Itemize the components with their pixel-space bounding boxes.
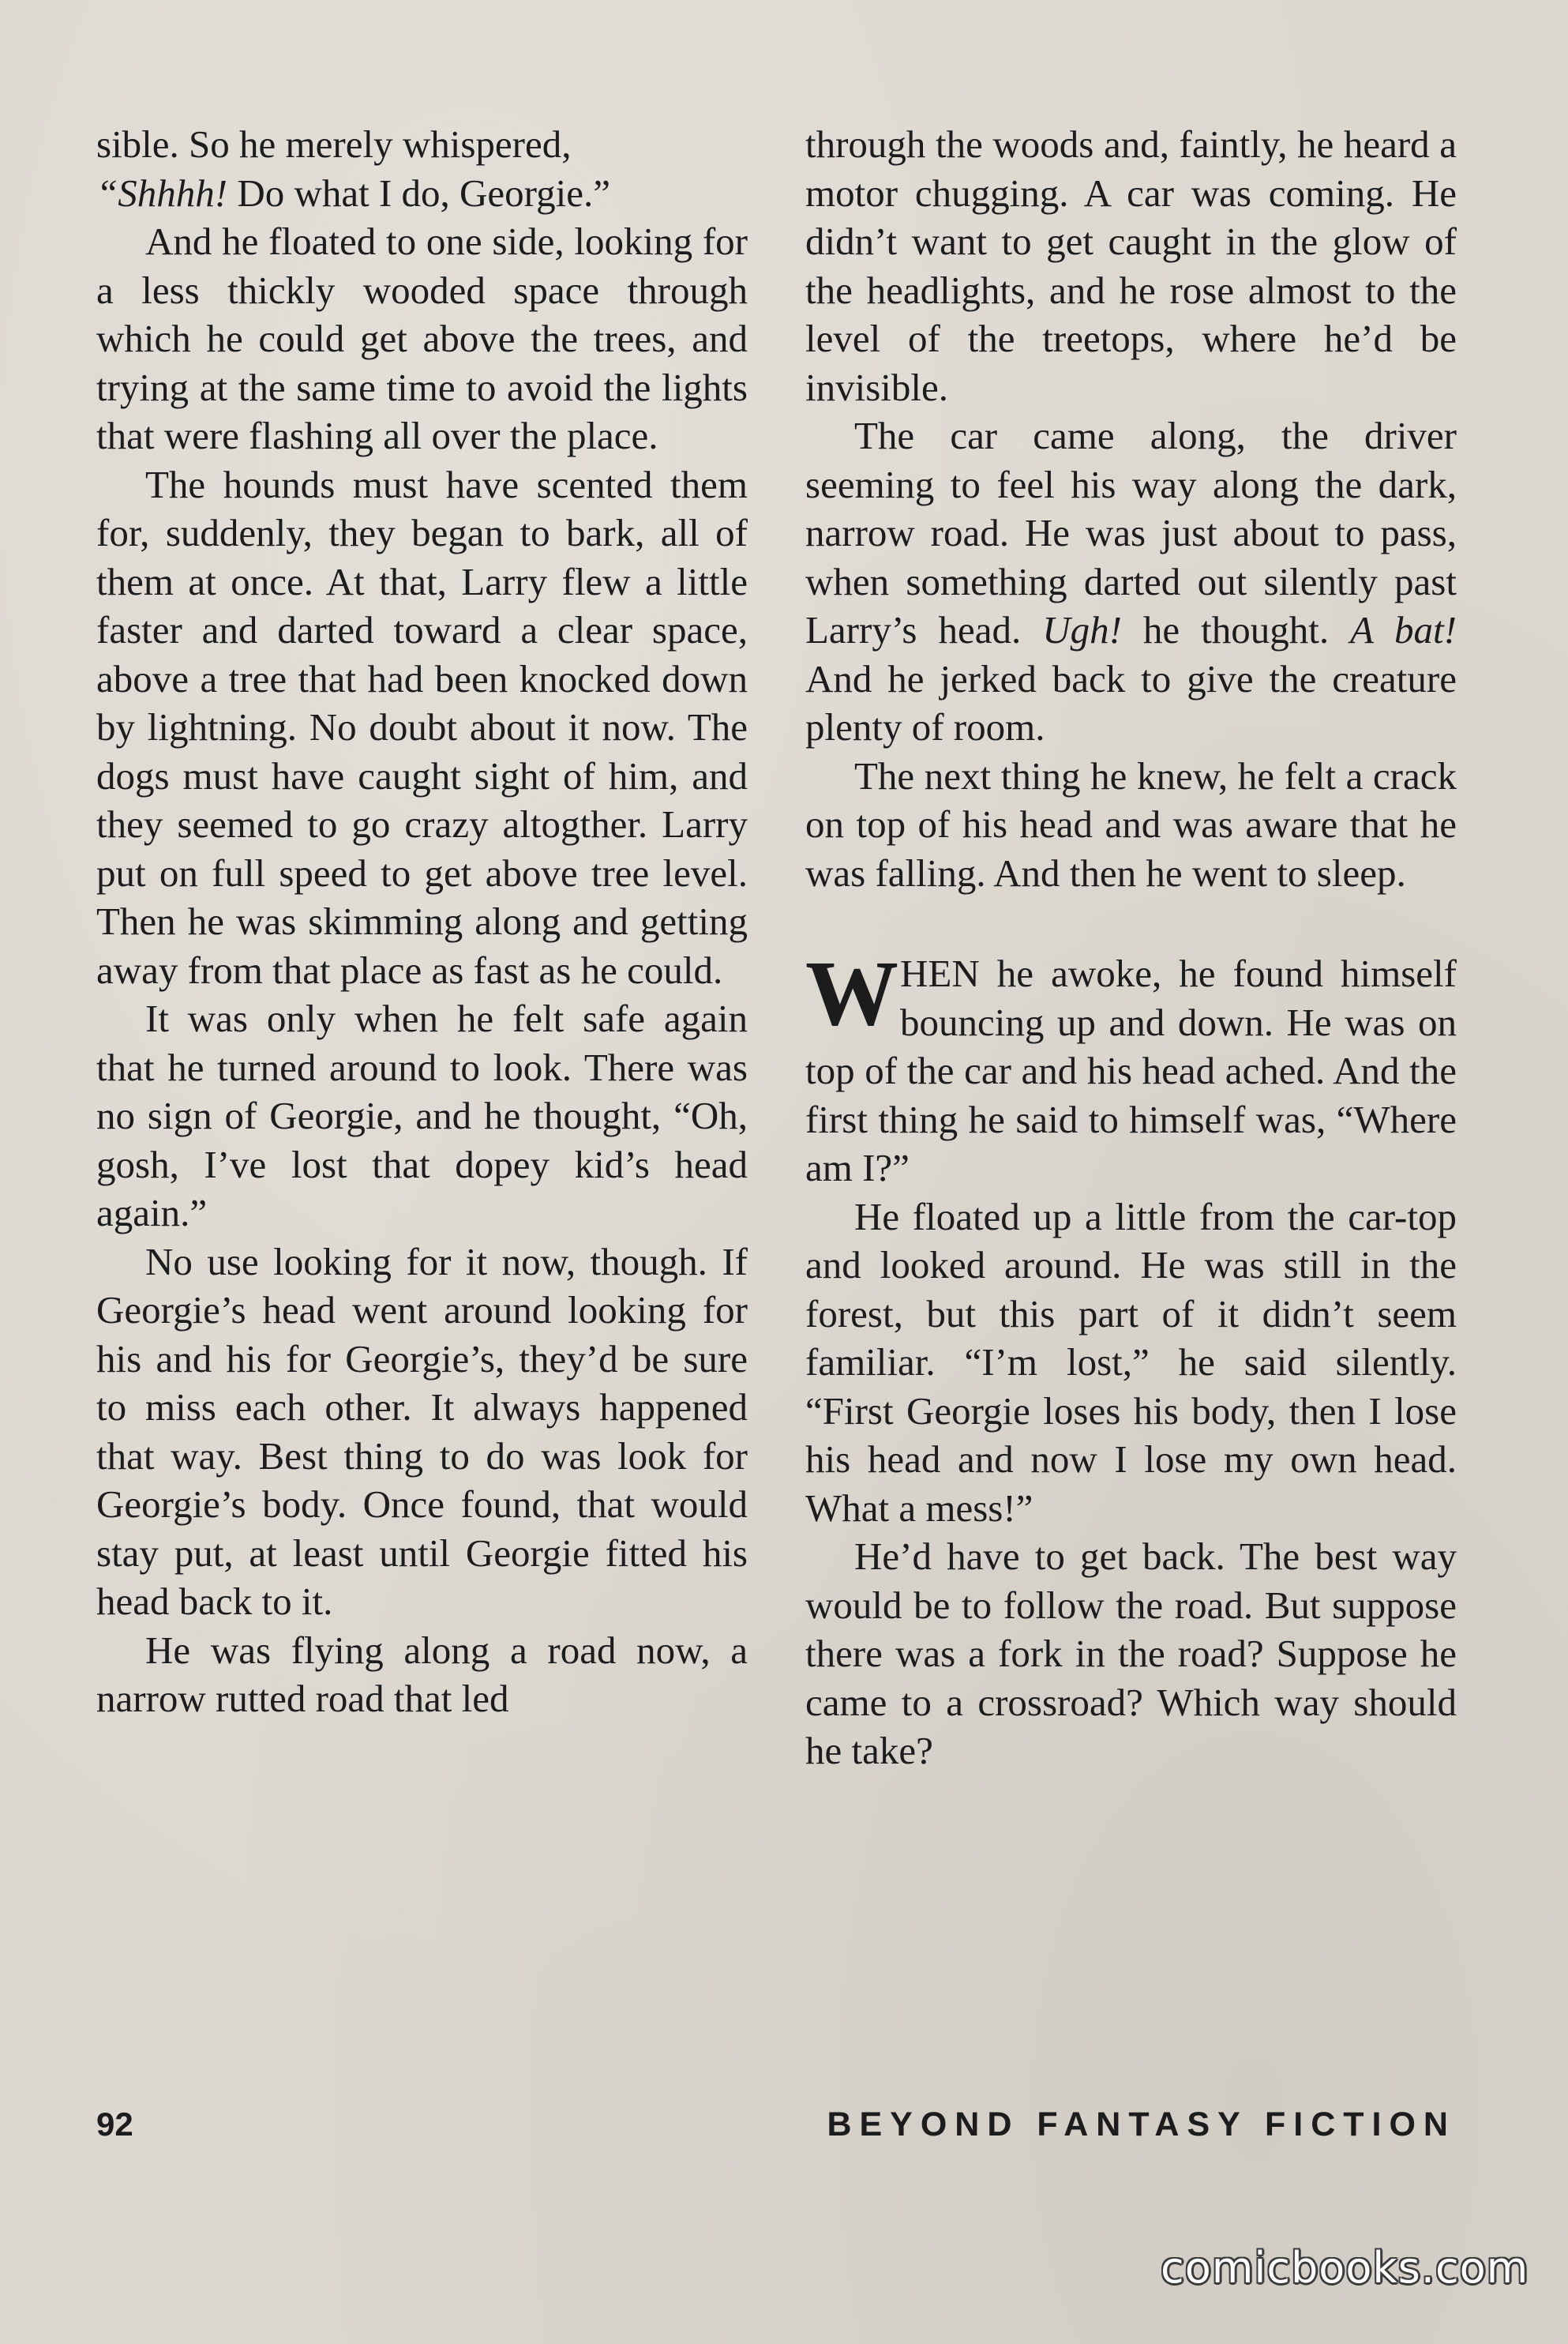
paragraph-right-2: The car came along, the driver seeming to feel his way along the dark, narrow road. He was just about to pass, when something darted out silently past Larry’s head. Ugh! he thought. A bat! And he jerked back to give the creature plenty of room. bbox=[805, 414, 1457, 749]
paragraph-left-1: sible. So he merely whispered, “Shhhh! Do what I do, Georgie.” bbox=[96, 122, 610, 215]
paragraph-left-3: The hounds must have scented them for, suddenly, they began to bark, all of them at once. At that, Larry flew a little faster and darted toward a clear space, above a tree that had been knocked down by lightning. No doubt about it now. The dogs must have caught sight of him, and they seemed to go crazy altogther. Larry put on full speed to get above tree level. Then he was skimming along and getting away from that place as fast as he could. bbox=[96, 462, 748, 992]
magazine-title: BEYOND FANTASY FICTION bbox=[827, 2105, 1456, 2143]
paragraph-right-5: He floated up a little from the car-top and looked around. He was still in the forest, but this part of it didn’t seem familiar. “I’m lost,” he said silently. “First Georgie loses his body, then I lose his head and now I lose my own head. What a mess!” bbox=[805, 1194, 1457, 1530]
italic-ugh: Ugh! bbox=[1042, 608, 1122, 652]
paragraph-right-3: The next thing he knew, he felt a crack on top of his head and was aware that he was falling. And then he went to sleep. bbox=[805, 753, 1457, 895]
watermark: comicbooks.com bbox=[1161, 2243, 1529, 2293]
paragraph-right-1: through the woods and, faintly, he heard a motor chugging. A car was coming. He didn’t want to get caught in the glow of the headlights, and he rose almost to the level of the treetops, where he’d be invisible. bbox=[805, 122, 1457, 409]
paragraph-left-2: And he floated to one side, looking for a less thickly wooded space through which he could get above the trees, and trying at the same time to avoid the lights that were flashing all over the place. bbox=[96, 220, 748, 457]
left-column bbox=[96, 120, 748, 1723]
paragraph-left-5: No use looking for it now, though. If Georgie’s head went around looking for his and his for Georgie’s, they’d be sure to miss each other. It always happened that way. Best thing to do was look for Georgie’s body. Once found, that would stay put, at least until Georgie fitted his head back to it. bbox=[96, 1239, 748, 1623]
page-footer bbox=[96, 2105, 1456, 2161]
paragraph-right-6: He’d have to get back. The best way would be to follow the road. But suppose there was a fork in the road? Suppose he came to a crossroad? Which way should he take? bbox=[805, 1534, 1457, 1772]
italic-shhhh: “Shhhh! bbox=[96, 171, 228, 215]
italic-a-bat: A bat! bbox=[1350, 608, 1457, 652]
drop-cap: W bbox=[805, 941, 895, 1045]
paragraph-left-6: He was flying along a road now, a narrow rutted road that led bbox=[96, 1628, 748, 1720]
page-number: 92 bbox=[96, 2105, 133, 2143]
paragraph-left-4: It was only when he felt safe again that he turned around to look. There was no sign of Georgie, and he thought, “Oh, gosh, I’ve lost that dopey kid’s head again.” bbox=[96, 997, 748, 1234]
paragraph-right-4: WHEN he awoke, he found himself bouncing up and down. He was on top of the car and his head ached. And the first thing he said to himself was, “Where am I?” bbox=[805, 941, 1457, 1189]
right-column bbox=[805, 120, 1457, 1775]
